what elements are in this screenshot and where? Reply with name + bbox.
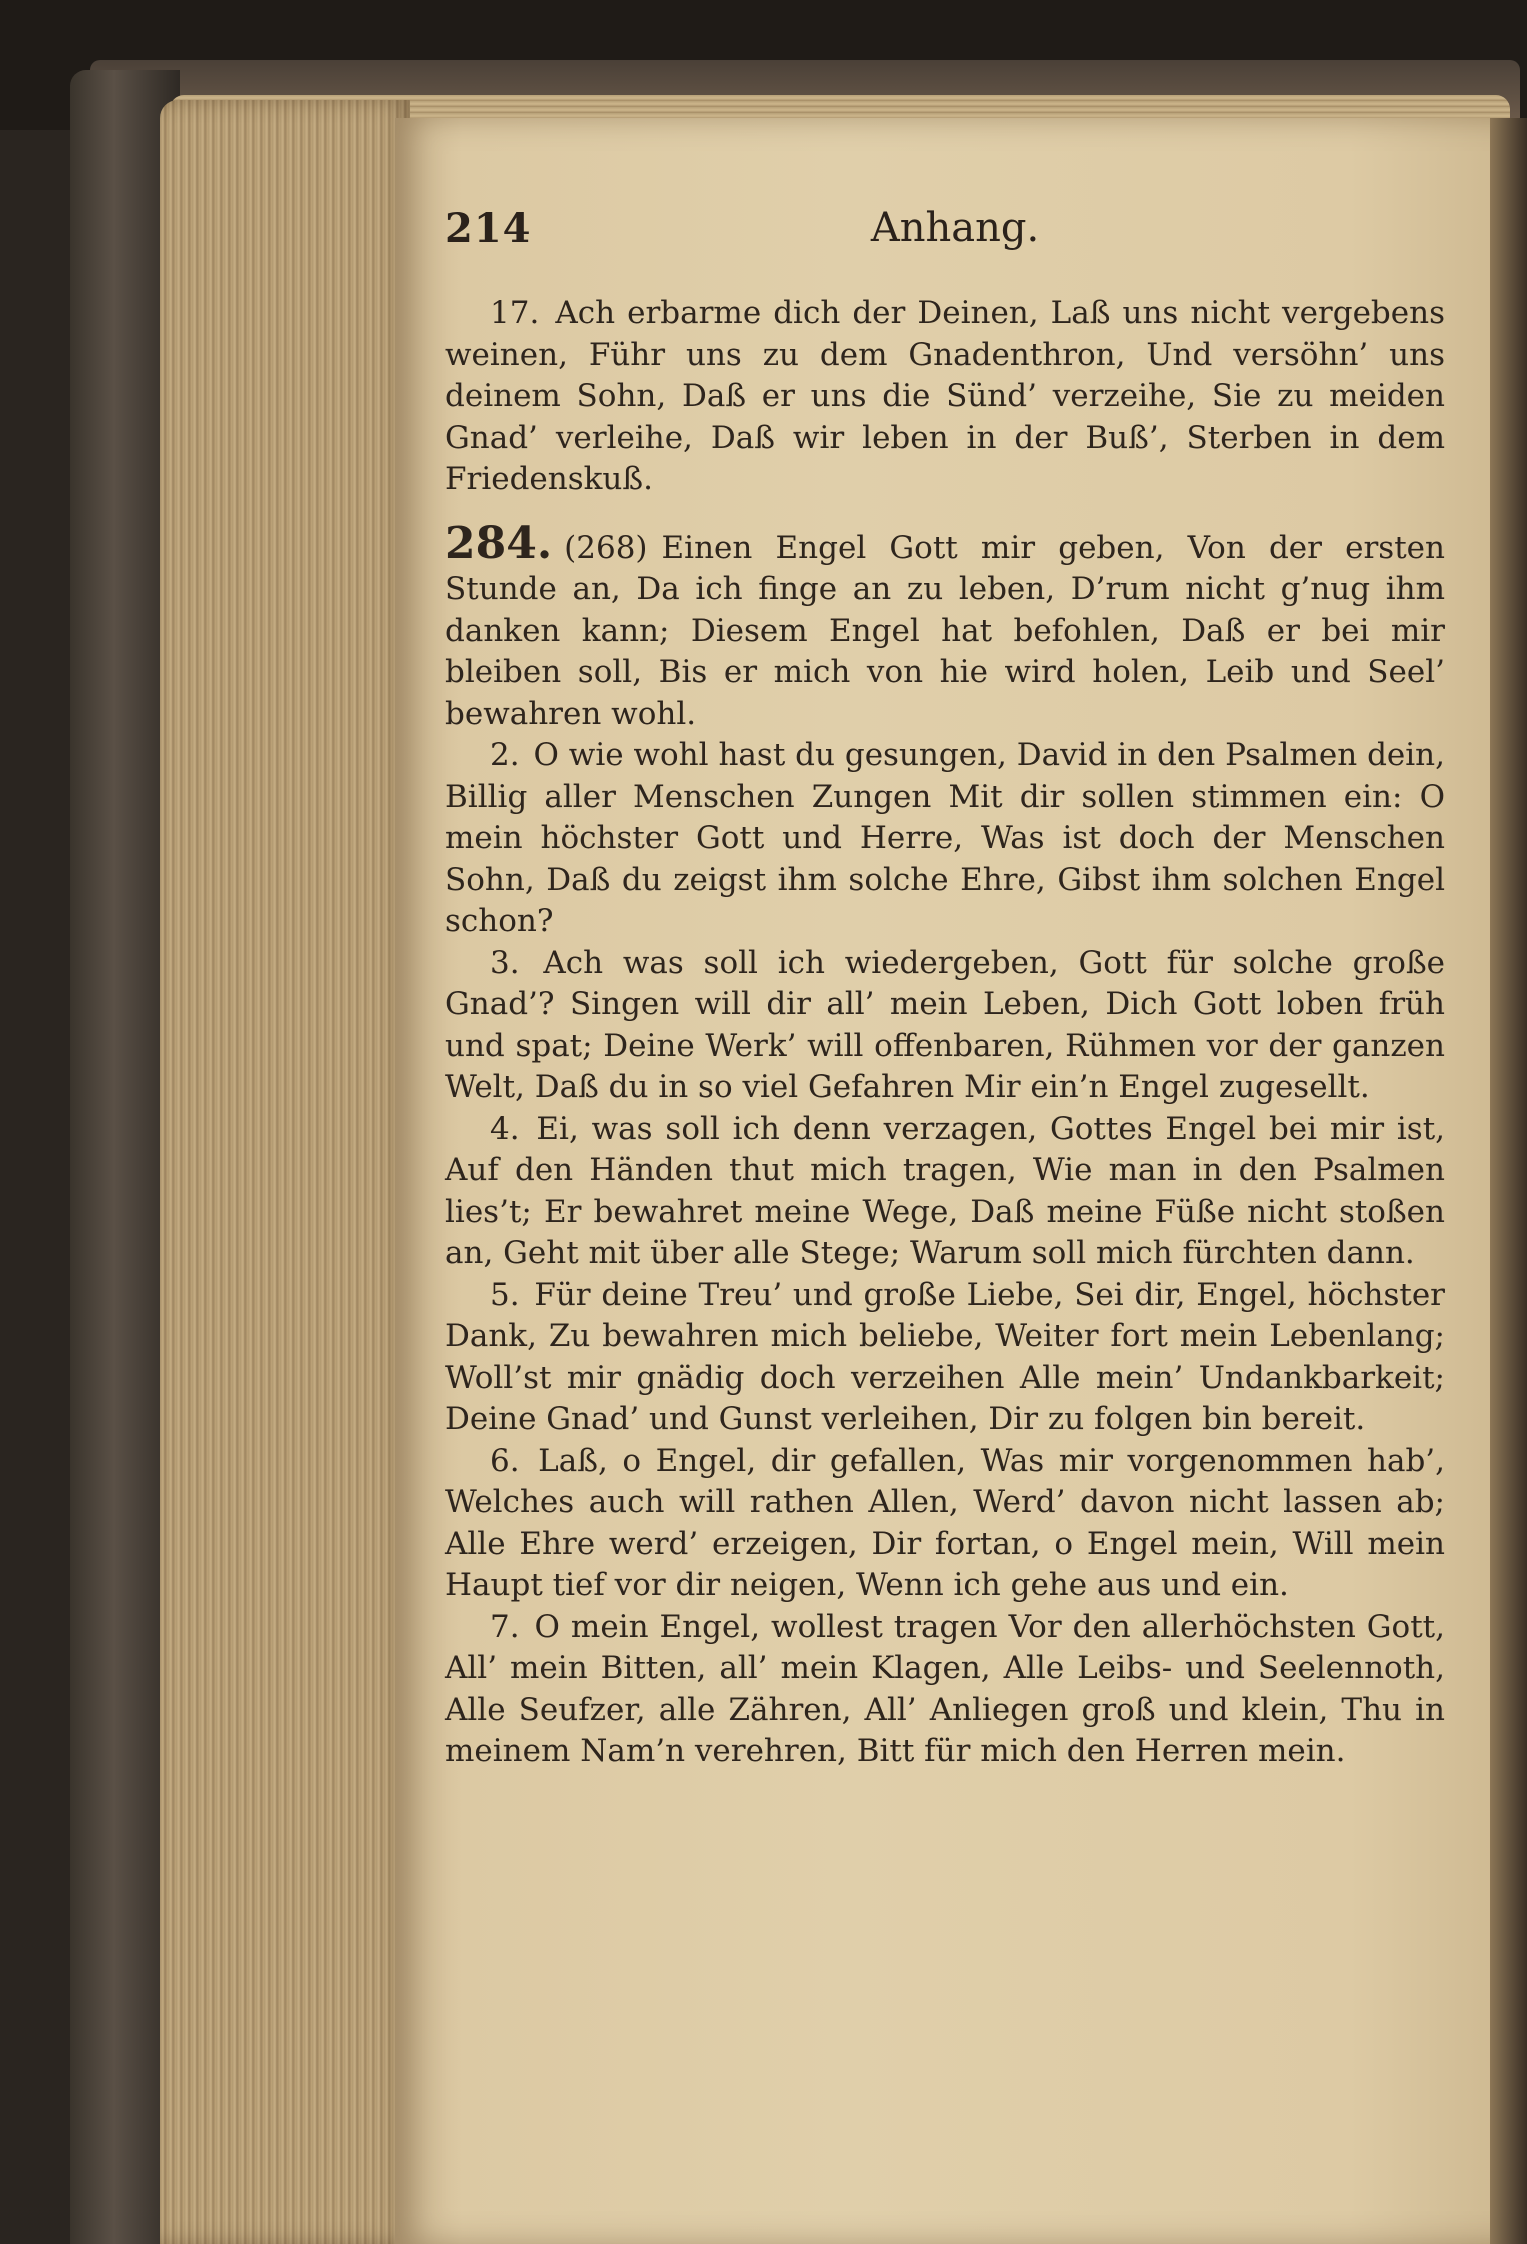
body-text (445, 293, 1445, 1773)
hymn-284-verse-4 (445, 1109, 1445, 1275)
page-content (445, 205, 1445, 1773)
verse-number: 7. (490, 1608, 520, 1645)
verse-17 (445, 293, 1445, 501)
hymn-284-verse-7 (445, 1607, 1445, 1773)
verse-number: 4. (490, 1110, 520, 1147)
page-edges (160, 100, 410, 2244)
hymn-284-verse-5 (445, 1275, 1445, 1441)
hymn-284-verse-3 (445, 943, 1445, 1109)
verse-text: Für deine Treu’ und große Liebe, Sei dir, Engel, höchster Dank, Zu bewahren mich beliebe, Weiter fort mein Lebenlang; Woll’st mir gnädig doch verzeihen Alle mein’ Undankbarkeit; Deine Gnad’ und Gunst verleihen, Dir zu folgen bin bereit. (445, 1276, 1445, 1437)
verse-text: Einen Engel Gott mir geben, Von der ersten Stunde an, Da ich finge an zu leben, D’rum nicht g’nug ihm danken kann; Diesem Engel hat befohlen, Daß er bei mir bleiben soll, Bis er mich von hie wird holen, Leib und Seel’ bewahren wohl. (445, 529, 1445, 732)
hymn-reference: (268) (564, 529, 648, 566)
verse-text: Ach erbarme dich der Deinen, Laß uns nicht vergebens weinen, Führ uns zu dem Gnadenthron, Und versöhn’ uns deinem Sohn, Daß er uns die Sünd’ verzeihe, Sie zu meiden Gnad’ verleihe, Daß wir leben in der Buß’, Sterben in dem Friedenskuß. (445, 295, 1445, 497)
verse-text: O mein Engel, wollest tragen Vor den allerhöchsten Gott, All’ mein Bitten, all’ mein Klagen, Alle Leibs- und Seelennoth, Alle Seufzer, alle Zähren, All’ Anliegen groß und klein, Thu in meinem Nam’n verehren, Bitt für mich den Herren mein. (445, 1608, 1445, 1769)
running-head: Anhang. (870, 205, 1040, 251)
verse-text: Ei, was soll ich denn verzagen, Gottes Engel bei mir ist, Auf den Händen thut mich tragen, Wie man in den Psalmen lies’t; Er bewahret meine Wege, Daß meine Füße nicht stoßen an, Geht mit über alle Stege; Warum soll mich fürchten dann. (445, 1110, 1446, 1271)
hymn-number: 284. (445, 517, 553, 569)
hymn-284-verse-6 (445, 1441, 1445, 1607)
page-gutter (1490, 118, 1527, 2244)
page-header (445, 205, 1445, 265)
verse-number: 17. (490, 295, 540, 331)
verse-number: 2. (490, 737, 520, 773)
hymn-284-verse-1 (445, 517, 1445, 736)
verse-text: O wie wohl hast du gesungen, David in den Psalmen dein, Billig aller Menschen Zungen Mit dir sollen stimmen ein: O mein höchster Gott und Herre, Was ist doch der Menschen Sohn, Daß du zeigst ihm solche Ehre, Gibst ihm solchen Engel schon? (445, 737, 1445, 939)
verse-number: 6. (490, 1442, 520, 1479)
page-number: 214 (445, 205, 532, 252)
verse-number: 5. (490, 1276, 520, 1313)
verse-number: 3. (490, 944, 520, 981)
verse-text: Ach was soll ich wiedergeben, Gott für solche große Gnad’? Singen will dir all’ mein Leben, Dich Gott loben früh und spat; Deine Werk’ will offenbaren, Rühmen vor der ganzen Welt, Daß du in so viel Gefahren Mir ein’n Engel zugesellt. (445, 944, 1445, 1105)
verse-text: Laß, o Engel, dir gefallen, Was mir vorgenommen hab’, Welches auch will rathen Allen, Werd’ davon nicht lassen ab; Alle Ehre werd’ erzeigen, Dir fortan, o Engel mein, Will mein Haupt tief vor dir neigen, Wenn ich gehe aus und ein. (445, 1442, 1446, 1603)
hymn-284-verse-2 (445, 735, 1445, 943)
